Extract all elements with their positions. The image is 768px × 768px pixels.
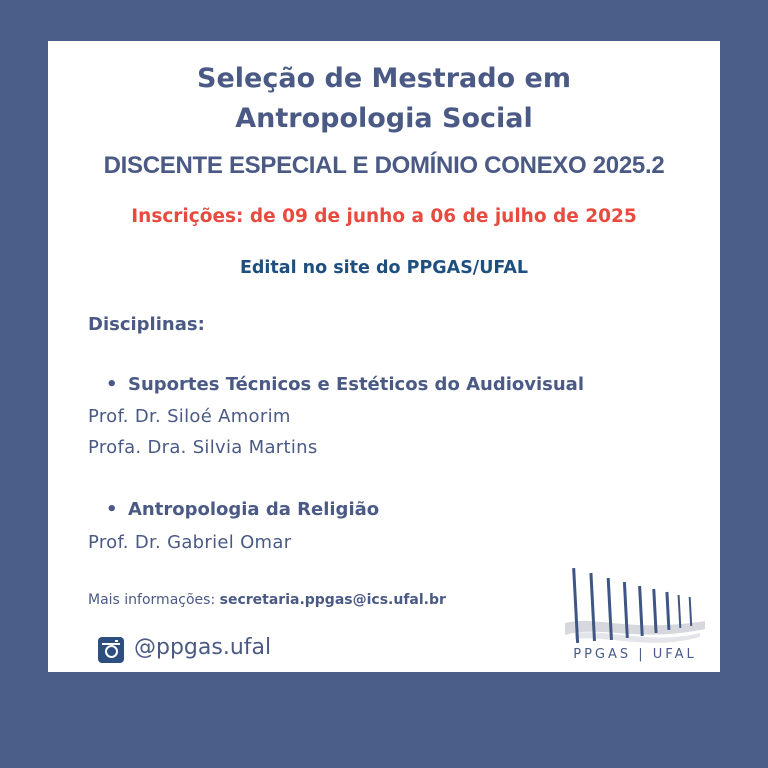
discipline-2-name: Antropologia da Religião [128, 499, 380, 520]
instagram-icon[interactable] [98, 637, 124, 663]
contact-info [88, 592, 446, 608]
instagram-handle[interactable]: @ppgas.ufal [134, 635, 272, 660]
subtitle: DISCENTE ESPECIAL E DOMÍNIO CONEXO 2025.2 [103, 152, 665, 179]
contact-label: Mais informações: [88, 592, 216, 608]
contact-email[interactable]: secretaria.ppgas@ics.ufal.br [219, 592, 446, 608]
title-line-2: Antropologia Social [235, 103, 533, 134]
discipline-1 [106, 374, 584, 395]
professor-1: Prof. Dr. Siloé Amorim [88, 406, 291, 427]
registration-dates: Inscrições: de 09 de junho a 06 de julho de 2025 [131, 206, 637, 227]
disciplines-heading: Disciplinas: [88, 314, 205, 335]
professor-3: Prof. Dr. Gabriel Omar [88, 532, 292, 553]
discipline-1-name: Suportes Técnicos e Estéticos do Audiovisual [128, 374, 584, 395]
title-line-1: Seleção de Mestrado em [197, 63, 571, 94]
bullet-icon: • [106, 374, 118, 395]
discipline-2 [106, 499, 379, 520]
logo-text: PPGAS | UFAL [573, 647, 697, 662]
edital-notice: Edital no site do PPGAS/UFAL [239, 258, 529, 278]
announcement-card [48, 41, 720, 672]
professor-2: Profa. Dra. Silvia Martins [88, 437, 318, 458]
bullet-icon: • [106, 499, 118, 520]
